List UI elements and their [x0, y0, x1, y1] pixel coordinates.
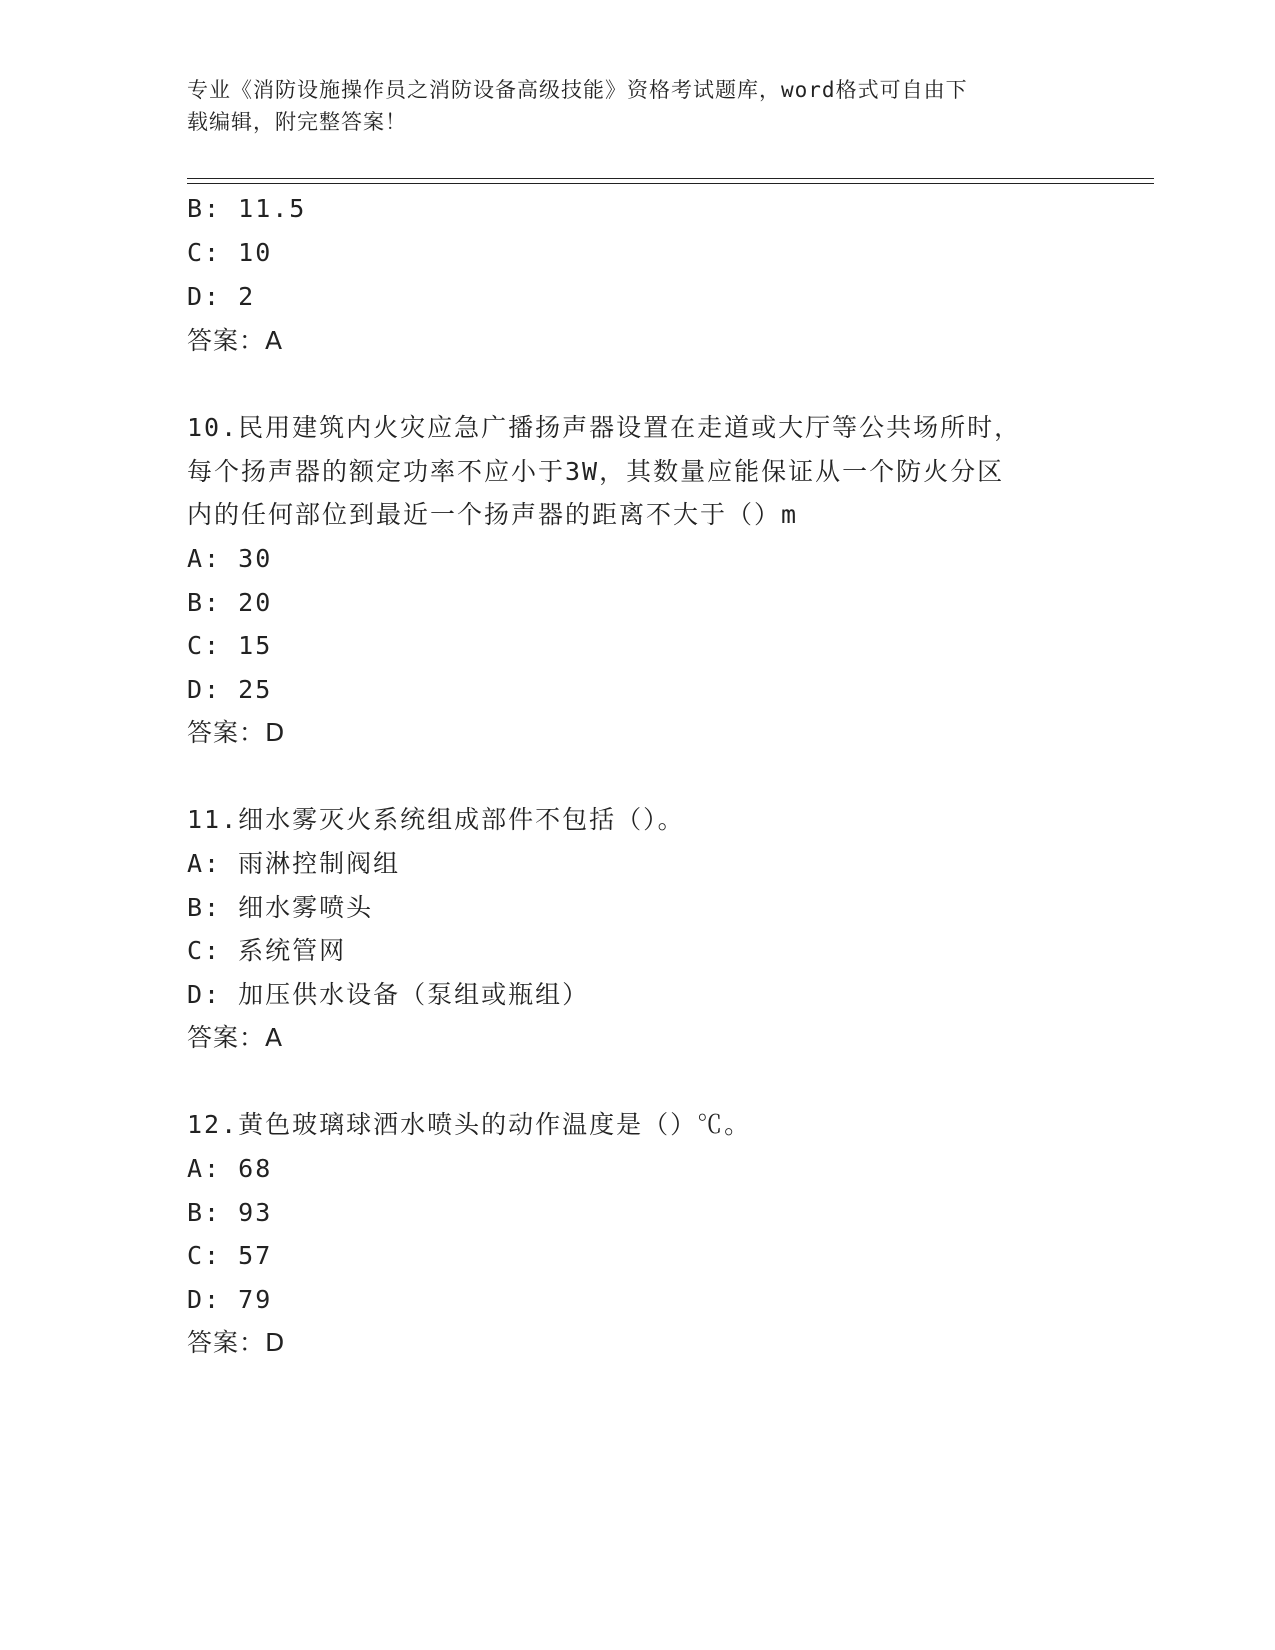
q10-stem-line-2: 每个扬声器的额定功率不应小于3W，其数量应能保证从一个防火分区: [187, 457, 1005, 486]
q11-option-a: A: 雨淋控制阀组: [187, 849, 401, 878]
q10-option-a: A: 30: [187, 544, 273, 573]
q10-answer: 答案：D: [187, 718, 286, 747]
q10-option-c: C: 15: [187, 631, 273, 660]
q9-option-b: B: 11.5: [187, 194, 307, 223]
header-divider-top: [187, 178, 1154, 179]
q9-answer: 答案：A: [187, 326, 284, 355]
q10-stem-line-3: 内的任何部位到最近一个扬声器的距离不大于（）m: [187, 500, 799, 529]
q10-option-d: D: 25: [187, 675, 273, 704]
q12-option-c: C: 57: [187, 1241, 273, 1270]
q12-option-b: B: 93: [187, 1198, 273, 1227]
q12-option-d: D: 79: [187, 1285, 273, 1314]
q10-option-b: B: 20: [187, 588, 273, 617]
q9-option-d: D: 2: [187, 282, 256, 311]
q12-stem: 12.黄色玻璃球洒水喷头的动作温度是（）℃。: [187, 1110, 752, 1139]
q12-option-a: A: 68: [187, 1154, 273, 1183]
q9-option-c: C: 10: [187, 238, 273, 267]
q12-answer: 答案：D: [187, 1328, 286, 1357]
header-divider-bottom: [187, 183, 1154, 184]
header-line-2: 载编辑，附完整答案！: [187, 110, 407, 134]
header-line-1: 专业《消防设施操作员之消防设备高级技能》资格考试题库，word格式可自由下: [187, 78, 968, 102]
q11-answer: 答案：A: [187, 1023, 284, 1052]
q11-option-b: B: 细水雾喷头: [187, 893, 374, 922]
document-header: [187, 74, 1067, 138]
q10-stem-line-1: 10.民用建筑内火灾应急广播扬声器设置在走道或大厅等公共场所时，: [187, 413, 1022, 442]
q11-stem: 11.细水雾灭火系统组成部件不包括（）。: [187, 805, 685, 834]
q11-option-c: C: 系统管网: [187, 936, 347, 965]
q11-option-d: D: 加压供水设备（泵组或瓶组）: [187, 980, 590, 1009]
